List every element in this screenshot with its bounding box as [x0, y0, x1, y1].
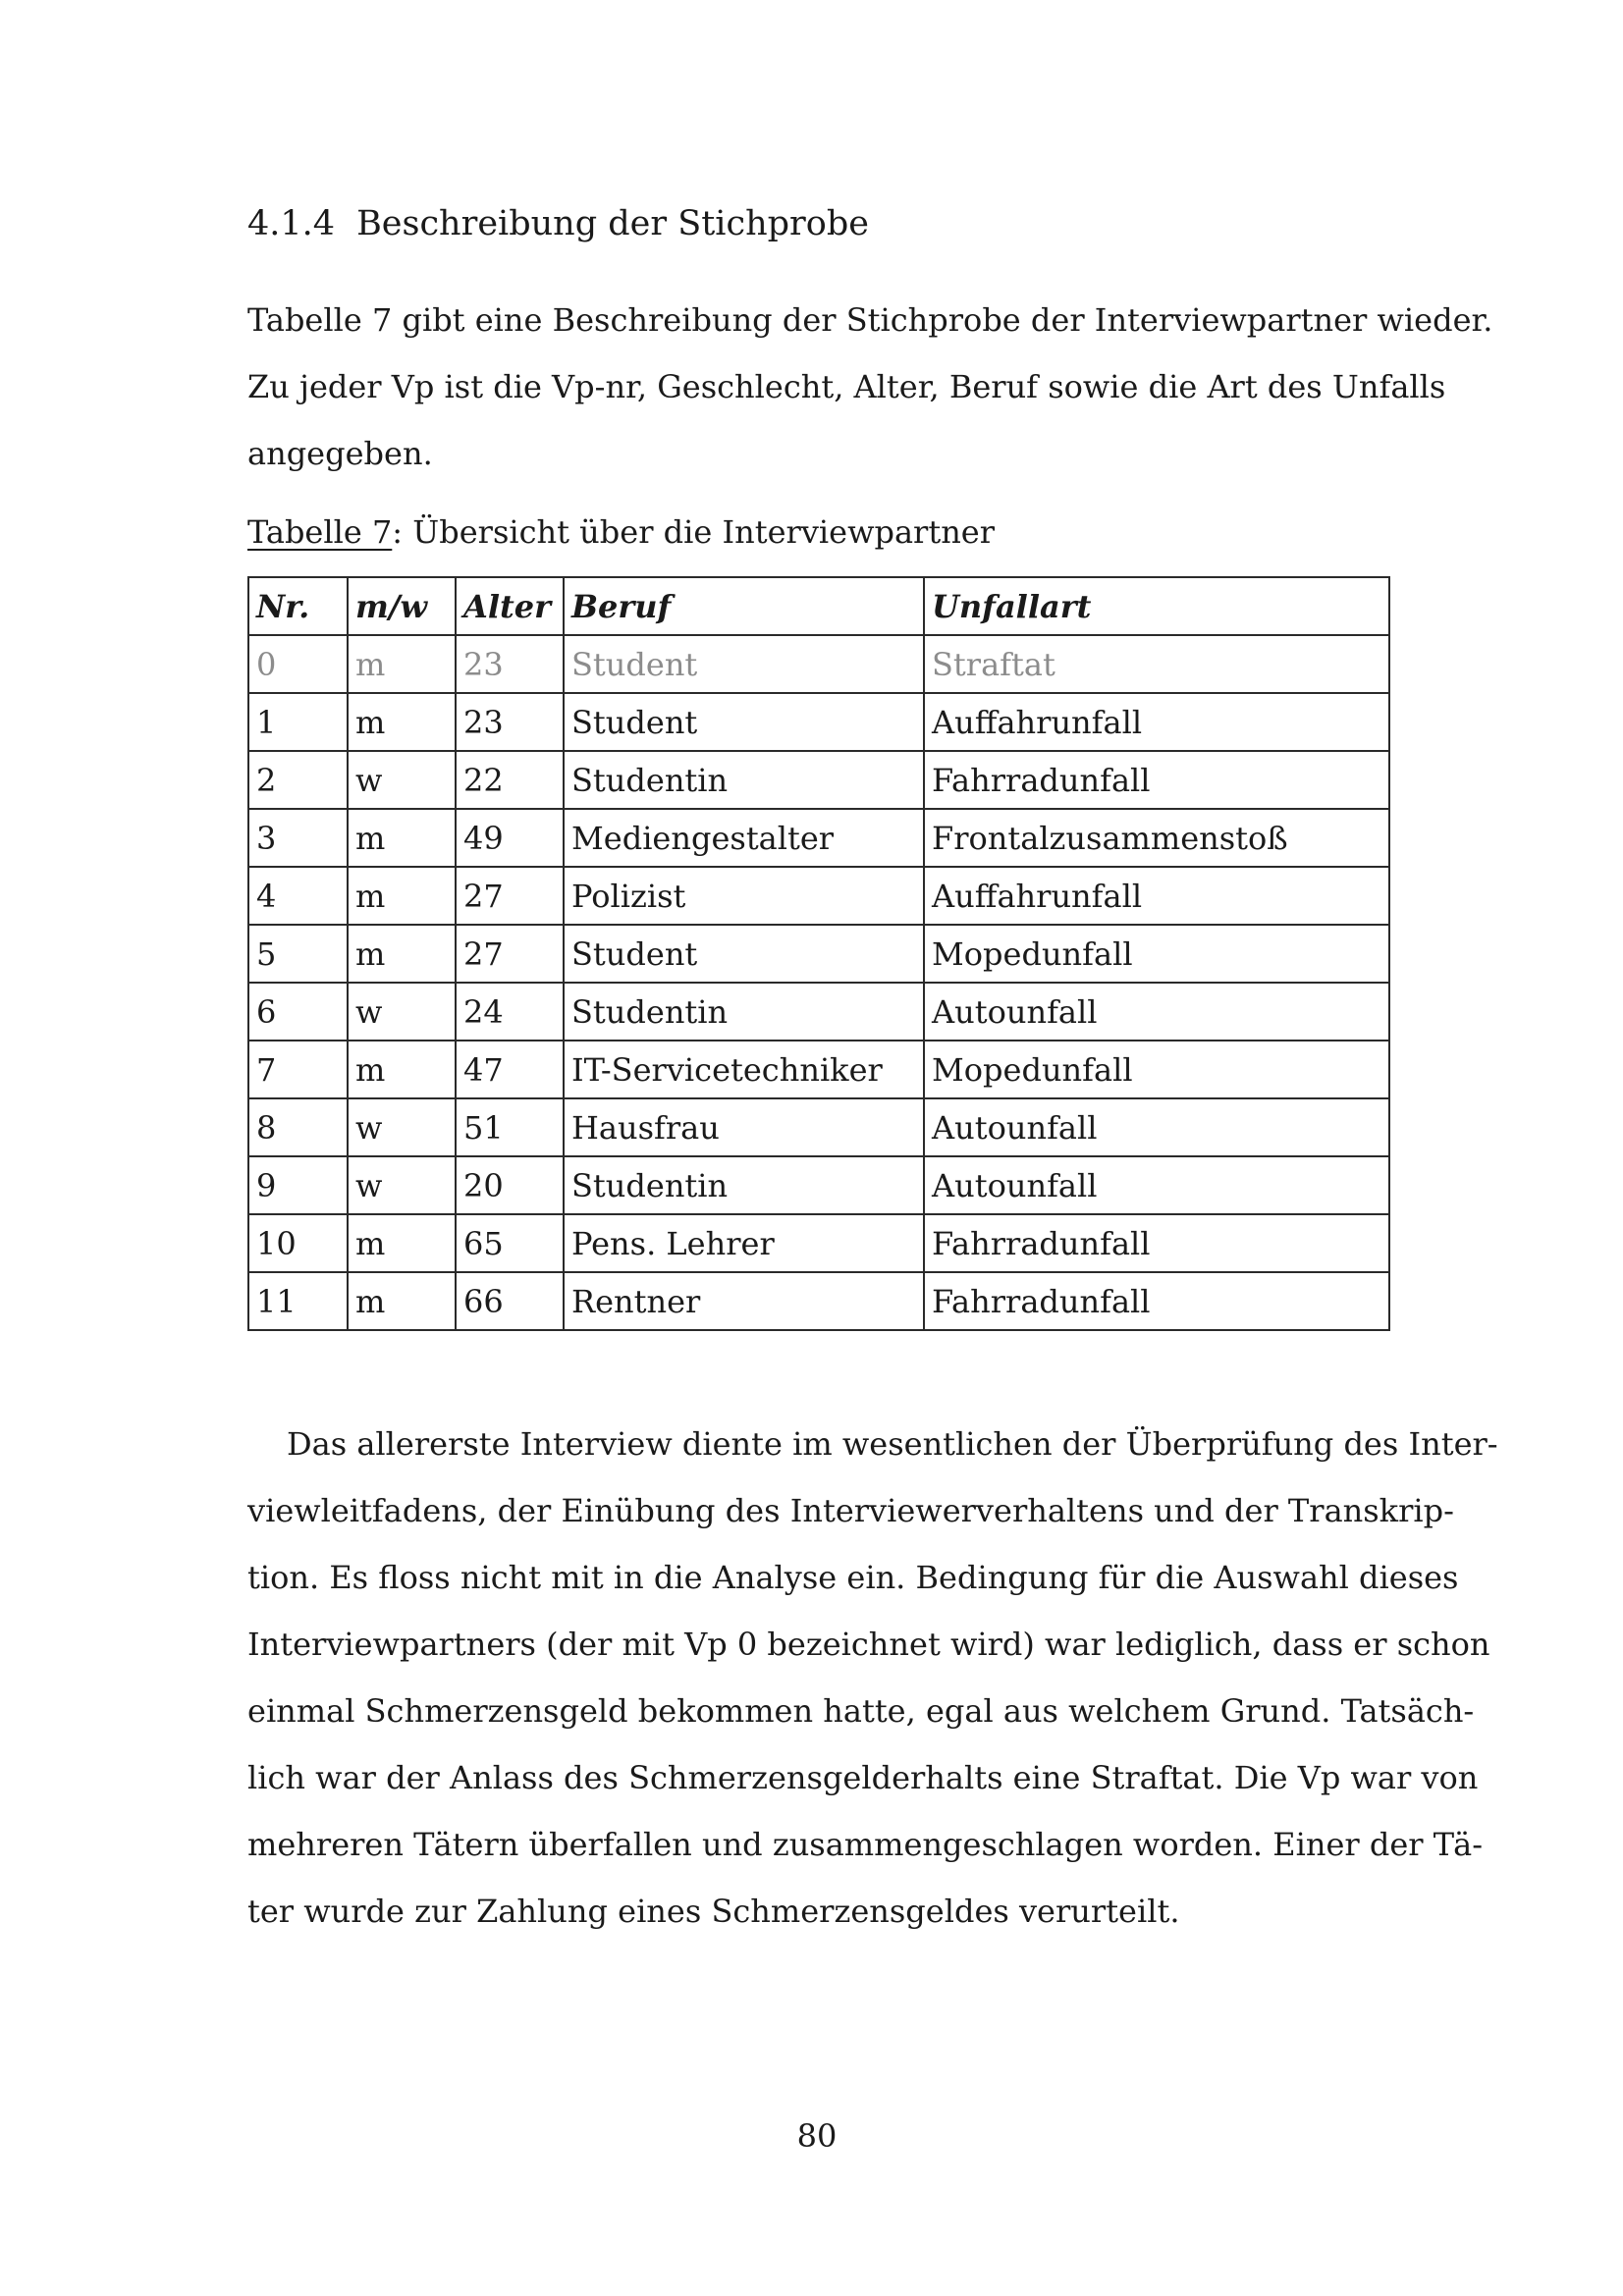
- cell-occupation: IT-Servicetechniker: [564, 1041, 924, 1098]
- cell-accident-type: Frontalzusammenstoß: [924, 809, 1389, 867]
- cell-gender: m: [348, 635, 456, 693]
- intro-line: Tabelle 7 gibt eine Beschreibung der Stichprobe der Interviewpartner wieder.: [247, 301, 1493, 339]
- body-paragraph: [247, 1411, 1498, 1945]
- cell-gender: w: [348, 1156, 456, 1214]
- section-heading: [247, 200, 869, 247]
- cell-nr: 9: [248, 1156, 348, 1214]
- cell-gender: w: [348, 751, 456, 809]
- cell-gender: m: [348, 1272, 456, 1330]
- table-row: [248, 809, 1389, 867]
- section-number: 4.1.4: [247, 204, 336, 243]
- table-row: [248, 751, 1389, 809]
- cell-age: 20: [456, 1156, 564, 1214]
- header-accident-type: Unfallart: [924, 577, 1389, 635]
- cell-age: 24: [456, 983, 564, 1041]
- section-title: Beschreibung der Stichprobe: [356, 204, 869, 243]
- table-row: [248, 983, 1389, 1041]
- cell-nr: 10: [248, 1214, 348, 1272]
- cell-gender: m: [348, 1041, 456, 1098]
- cell-nr: 0: [248, 635, 348, 693]
- paragraph-line: tion. Es floss nicht mit in die Analyse ein. Bedingung für die Auswahl dieses: [247, 1559, 1459, 1596]
- cell-nr: 1: [248, 693, 348, 751]
- page-number: 80: [796, 2117, 838, 2155]
- table-caption-ref: Tabelle 7: [247, 513, 393, 551]
- cell-accident-type: Mopedunfall: [924, 1041, 1389, 1098]
- cell-occupation: Mediengestalter: [564, 809, 924, 867]
- cell-age: 23: [456, 635, 564, 693]
- cell-occupation: Student: [564, 635, 924, 693]
- cell-age: 51: [456, 1098, 564, 1156]
- cell-occupation: Hausfrau: [564, 1098, 924, 1156]
- cell-gender: m: [348, 693, 456, 751]
- table-row: [248, 1156, 1389, 1214]
- intro-paragraph: [247, 287, 1493, 487]
- cell-accident-type: Fahrradunfall: [924, 1272, 1389, 1330]
- interviewpartner-table: [247, 576, 1390, 1331]
- cell-age: 66: [456, 1272, 564, 1330]
- cell-age: 27: [456, 867, 564, 925]
- table-row: [248, 925, 1389, 983]
- cell-accident-type: Fahrradunfall: [924, 751, 1389, 809]
- cell-accident-type: Autounfall: [924, 1156, 1389, 1214]
- cell-age: 47: [456, 1041, 564, 1098]
- cell-age: 22: [456, 751, 564, 809]
- cell-occupation: Student: [564, 925, 924, 983]
- paragraph-line: viewleitfadens, der Einübung des Interviewerverhaltens und der Transkrip-: [247, 1492, 1454, 1529]
- paragraph-line: mehreren Tätern überfallen und zusammengeschlagen worden. Einer der Tä-: [247, 1826, 1484, 1863]
- cell-gender: m: [348, 809, 456, 867]
- cell-accident-type: Autounfall: [924, 983, 1389, 1041]
- cell-occupation: Rentner: [564, 1272, 924, 1330]
- cell-gender: w: [348, 983, 456, 1041]
- table-row: [248, 693, 1389, 751]
- header-nr: Nr.: [248, 577, 348, 635]
- cell-occupation: Polizist: [564, 867, 924, 925]
- cell-nr: 11: [248, 1272, 348, 1330]
- table-row: [248, 867, 1389, 925]
- cell-age: 23: [456, 693, 564, 751]
- cell-nr: 8: [248, 1098, 348, 1156]
- cell-occupation: Pens. Lehrer: [564, 1214, 924, 1272]
- paragraph-line: Interviewpartners (der mit Vp 0 bezeichnet wird) war lediglich, dass er schon: [247, 1626, 1490, 1663]
- table-row: [248, 1214, 1389, 1272]
- table-row: [248, 1098, 1389, 1156]
- cell-accident-type: Fahrradunfall: [924, 1214, 1389, 1272]
- table-row: [248, 1272, 1389, 1330]
- cell-nr: 6: [248, 983, 348, 1041]
- cell-accident-type: Auffahrunfall: [924, 693, 1389, 751]
- cell-gender: w: [348, 1098, 456, 1156]
- table-header-row: [248, 577, 1389, 635]
- cell-age: 49: [456, 809, 564, 867]
- cell-occupation: Studentin: [564, 751, 924, 809]
- table-caption-text: : Übersicht über die Interviewpartner: [392, 513, 996, 551]
- paragraph-line: ter wurde zur Zahlung eines Schmerzensgeldes verurteilt.: [247, 1893, 1180, 1930]
- cell-occupation: Studentin: [564, 983, 924, 1041]
- header-gender: m/w: [348, 577, 456, 635]
- cell-gender: m: [348, 1214, 456, 1272]
- cell-nr: 2: [248, 751, 348, 809]
- cell-accident-type: Straftat: [924, 635, 1389, 693]
- header-age: Alter: [456, 577, 564, 635]
- cell-nr: 7: [248, 1041, 348, 1098]
- cell-age: 27: [456, 925, 564, 983]
- paragraph-line: einmal Schmerzensgeld bekommen hatte, egal aus welchem Grund. Tatsäch-: [247, 1692, 1475, 1730]
- cell-accident-type: Mopedunfall: [924, 925, 1389, 983]
- cell-nr: 3: [248, 809, 348, 867]
- cell-accident-type: Autounfall: [924, 1098, 1389, 1156]
- intro-line: Zu jeder Vp ist die Vp-nr, Geschlecht, Alter, Beruf sowie die Art des Unfalls: [247, 368, 1446, 405]
- cell-age: 65: [456, 1214, 564, 1272]
- cell-accident-type: Auffahrunfall: [924, 867, 1389, 925]
- cell-nr: 4: [248, 867, 348, 925]
- table-row: [248, 635, 1389, 693]
- cell-occupation: Studentin: [564, 1156, 924, 1214]
- paragraph-line: lich war der Anlass des Schmerzensgelderhalts eine Straftat. Die Vp war von: [247, 1759, 1479, 1796]
- table-row: [248, 1041, 1389, 1098]
- intro-line: angegeben.: [247, 435, 433, 472]
- paragraph-line: Das allererste Interview diente im wesentlichen der Überprüfung des Inter-: [287, 1425, 1498, 1463]
- header-occupation: Beruf: [564, 577, 924, 635]
- cell-nr: 5: [248, 925, 348, 983]
- cell-gender: m: [348, 925, 456, 983]
- table-caption: [247, 508, 995, 556]
- cell-gender: m: [348, 867, 456, 925]
- cell-occupation: Student: [564, 693, 924, 751]
